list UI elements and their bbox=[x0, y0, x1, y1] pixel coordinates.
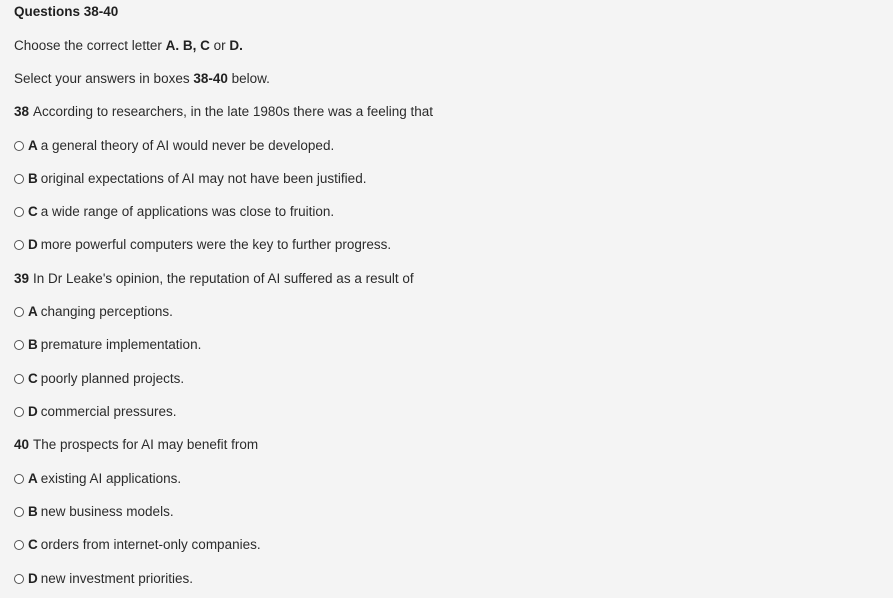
instruction-select bbox=[14, 71, 270, 87]
option-text: new investment priorities. bbox=[40, 571, 194, 586]
option-letter: C bbox=[28, 204, 38, 219]
question-39 bbox=[14, 271, 414, 287]
option-38-c[interactable] bbox=[14, 204, 334, 220]
question-text: The prospects for AI may benefit from bbox=[33, 437, 259, 452]
instruction-select-prefix: Select your answers in boxes bbox=[14, 71, 190, 86]
radio-button[interactable] bbox=[14, 507, 24, 517]
instruction-select-range: 38-40 bbox=[193, 71, 228, 86]
radio-button[interactable] bbox=[14, 340, 24, 350]
option-text: more powerful computers were the key to further progress. bbox=[40, 237, 392, 252]
option-text: a general theory of AI would never be developed. bbox=[40, 138, 335, 153]
option-letter: B bbox=[28, 171, 38, 186]
option-40-b[interactable] bbox=[14, 504, 174, 520]
option-letter: C bbox=[28, 371, 38, 386]
radio-button[interactable] bbox=[14, 474, 24, 484]
option-40-a[interactable] bbox=[14, 471, 181, 487]
radio-button[interactable] bbox=[14, 207, 24, 217]
option-text: premature implementation. bbox=[40, 337, 202, 352]
radio-button[interactable] bbox=[14, 141, 24, 151]
question-number: 40 bbox=[14, 437, 30, 452]
option-letter: A bbox=[28, 471, 38, 486]
instruction-choose-last: D. bbox=[229, 38, 243, 53]
option-letter: D bbox=[28, 571, 38, 586]
option-text: original expectations of AI may not have been justified. bbox=[40, 171, 367, 186]
option-38-b[interactable] bbox=[14, 171, 366, 187]
option-text: poorly planned projects. bbox=[40, 371, 185, 386]
option-letter: D bbox=[28, 237, 38, 252]
instruction-select-suffix: below. bbox=[231, 71, 270, 86]
option-letter: A bbox=[28, 304, 38, 319]
option-38-d[interactable] bbox=[14, 237, 391, 253]
option-letter: A bbox=[28, 138, 38, 153]
question-number: 38 bbox=[14, 104, 30, 119]
option-text: new business models. bbox=[40, 504, 174, 519]
option-39-a[interactable] bbox=[14, 304, 173, 320]
radio-button[interactable] bbox=[14, 574, 24, 584]
radio-button[interactable] bbox=[14, 540, 24, 550]
question-number: 39 bbox=[14, 271, 30, 286]
page-title: Questions 38-40 bbox=[14, 4, 119, 19]
radio-button[interactable] bbox=[14, 174, 24, 184]
option-text: orders from internet-only companies. bbox=[40, 537, 261, 552]
question-40 bbox=[14, 437, 258, 453]
question-38 bbox=[14, 104, 433, 120]
question-text: In Dr Leake's opinion, the reputation of AI suffered as a result of bbox=[33, 271, 414, 286]
option-letter: D bbox=[28, 404, 38, 419]
question-text: According to researchers, in the late 1980s there was a feeling that bbox=[33, 104, 434, 119]
option-39-c[interactable] bbox=[14, 371, 184, 387]
option-text: existing AI applications. bbox=[40, 471, 182, 486]
instruction-choose-prefix: Choose the correct letter bbox=[14, 38, 162, 53]
option-letter: C bbox=[28, 537, 38, 552]
option-text: a wide range of applications was close to fruition. bbox=[40, 204, 335, 219]
option-text: changing perceptions. bbox=[40, 304, 173, 319]
instruction-choose bbox=[14, 38, 243, 54]
option-text: commercial pressures. bbox=[40, 404, 177, 419]
option-letter: B bbox=[28, 337, 38, 352]
instruction-choose-or: or bbox=[213, 38, 226, 53]
option-40-c[interactable] bbox=[14, 537, 261, 553]
radio-button[interactable] bbox=[14, 240, 24, 250]
option-39-d[interactable] bbox=[14, 404, 177, 420]
radio-button[interactable] bbox=[14, 407, 24, 417]
option-letter: B bbox=[28, 504, 38, 519]
option-38-a[interactable] bbox=[14, 138, 334, 154]
option-40-d[interactable] bbox=[14, 571, 193, 587]
option-39-b[interactable] bbox=[14, 337, 201, 353]
radio-button[interactable] bbox=[14, 307, 24, 317]
instruction-choose-letters: A. B, C bbox=[165, 38, 210, 53]
radio-button[interactable] bbox=[14, 374, 24, 384]
